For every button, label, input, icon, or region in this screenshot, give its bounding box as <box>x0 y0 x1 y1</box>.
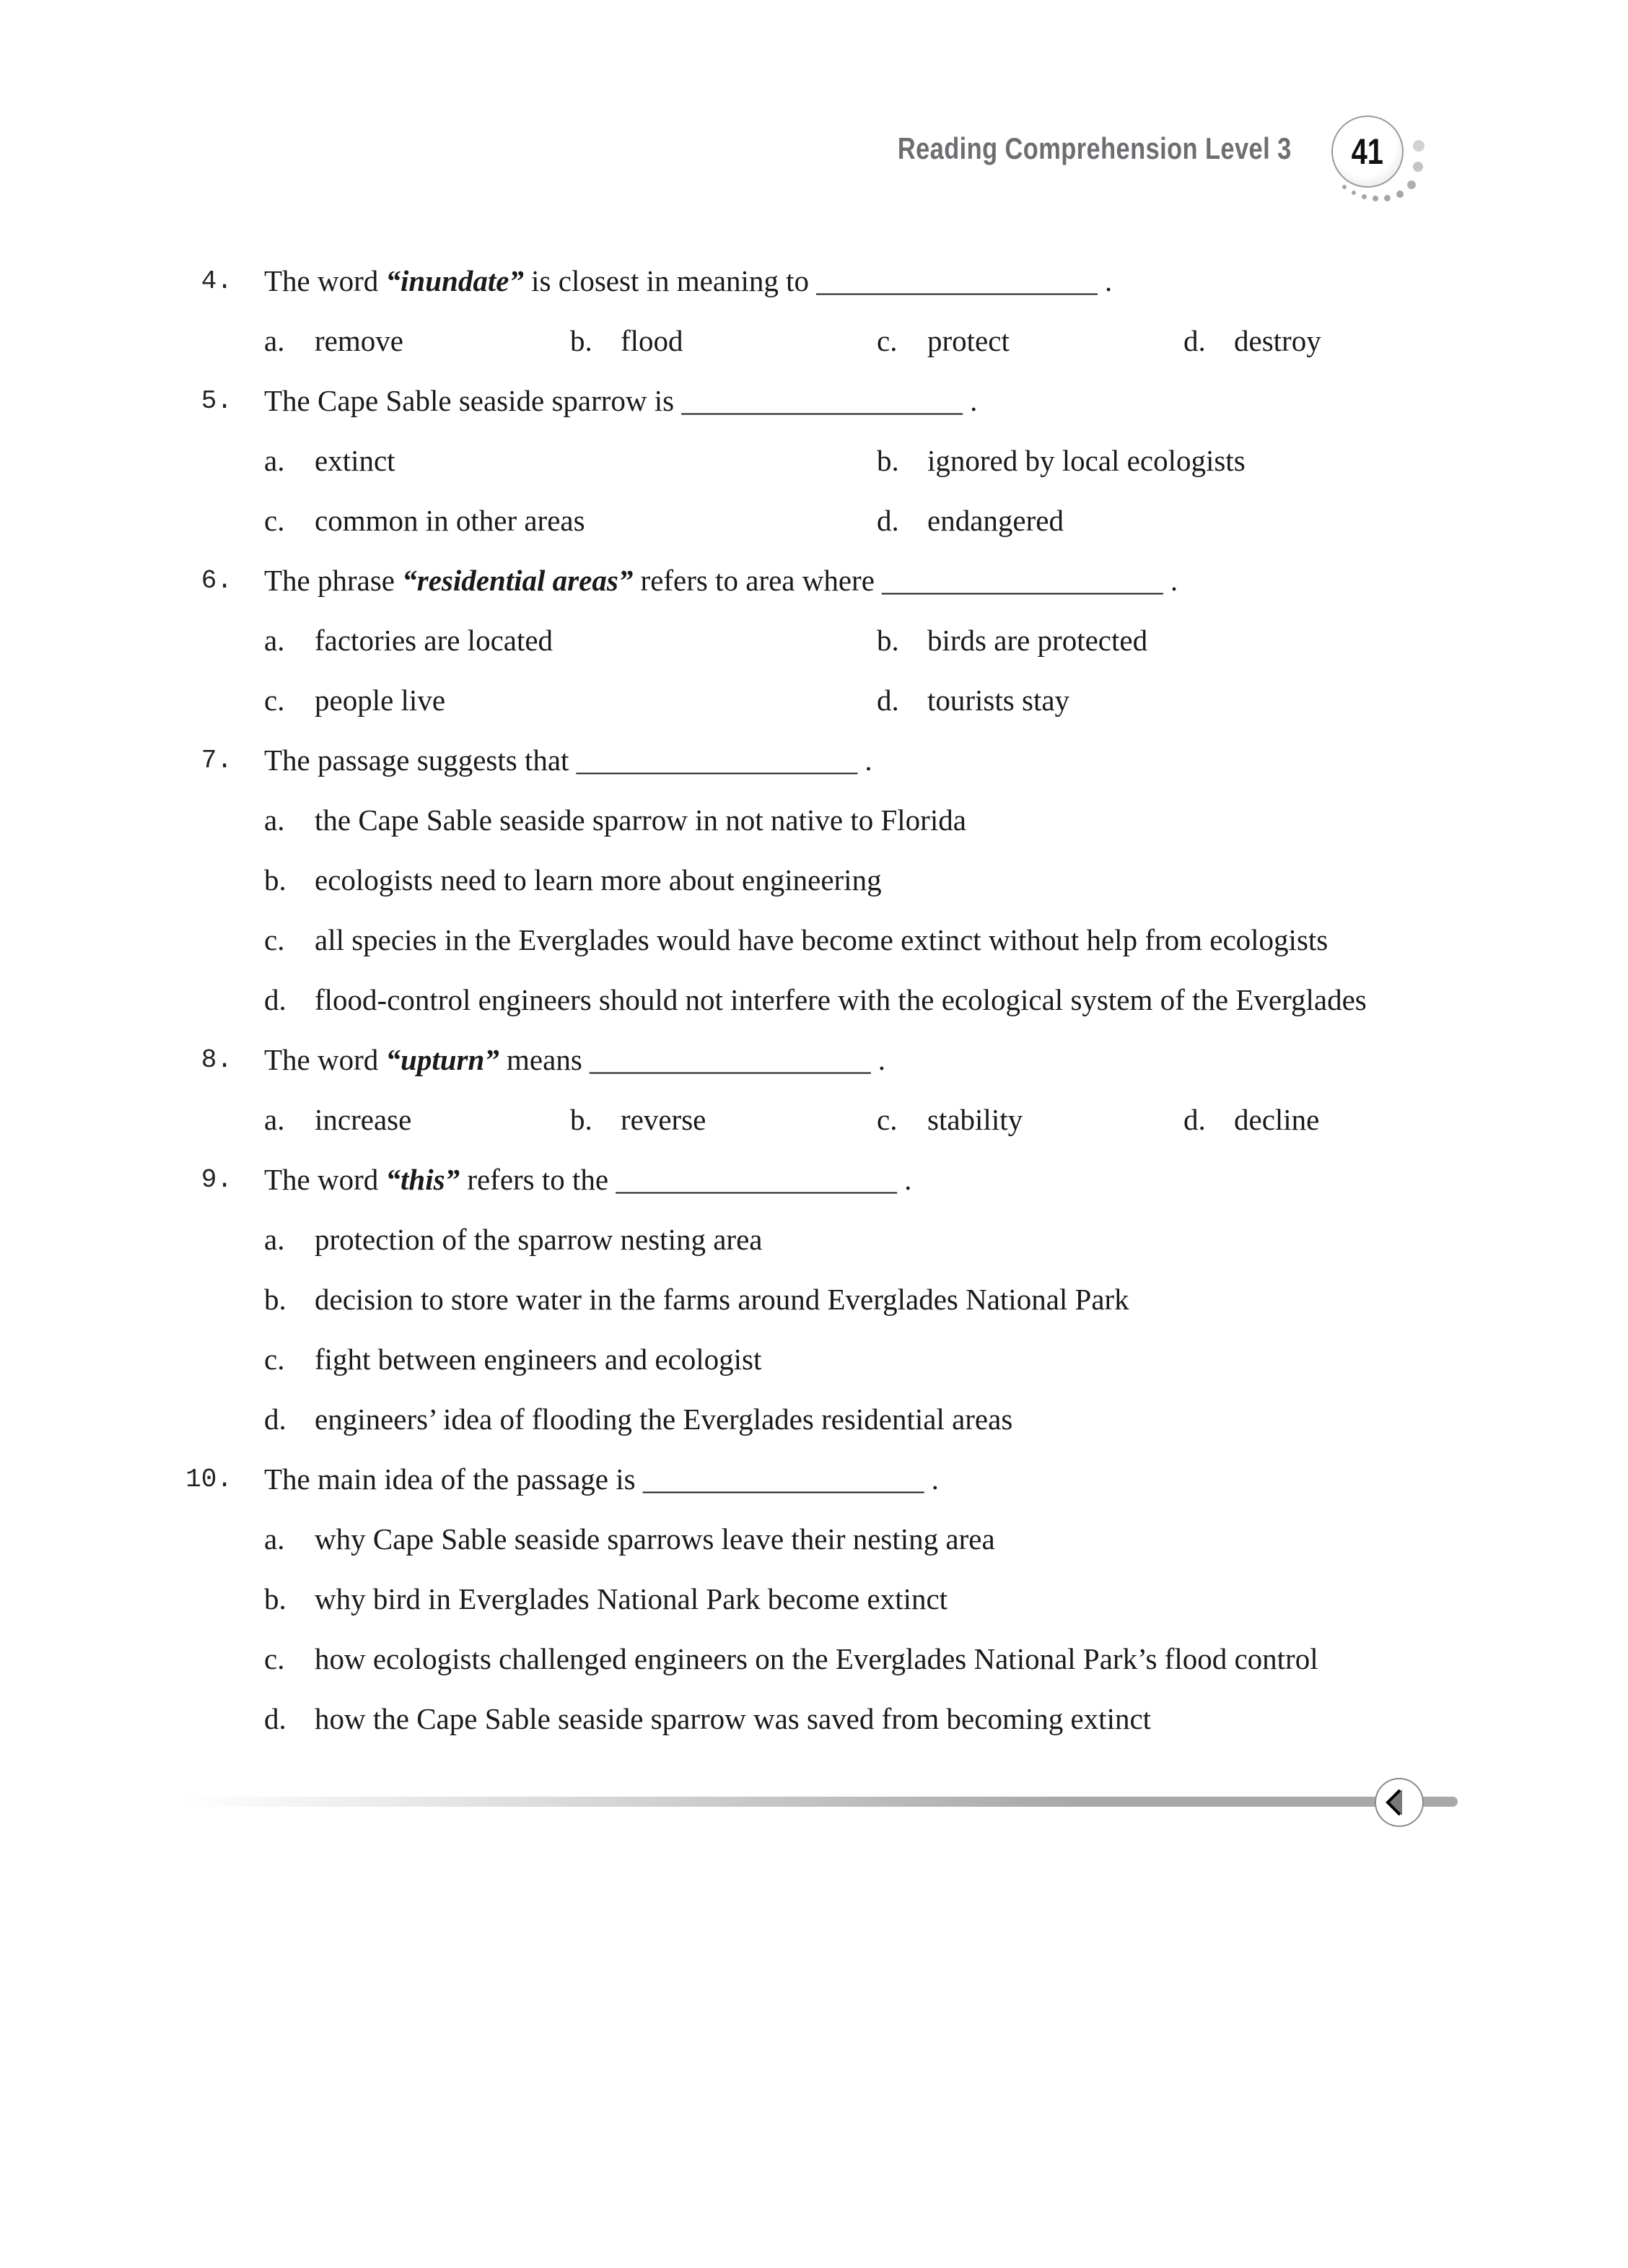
question-term: “inundate” <box>385 264 524 297</box>
option-letter: c. <box>264 684 285 717</box>
question-text-end: is closest in meaning to ___________________ . <box>523 264 1113 297</box>
options-row <box>180 1390 1472 1449</box>
page-number: 41 <box>1351 131 1384 172</box>
option-letter: d. <box>1183 324 1206 357</box>
question-text <box>264 730 872 790</box>
options-row <box>180 1210 1472 1270</box>
options-row <box>180 1629 1472 1689</box>
decorative-dot <box>1407 180 1416 189</box>
options-row <box>180 491 1472 551</box>
options-row <box>180 611 1472 671</box>
page-header <box>866 108 1487 202</box>
back-arrow-icon <box>1380 1784 1418 1821</box>
options-row <box>180 850 1472 910</box>
option-text: protect <box>927 324 1010 357</box>
option-letter: a. <box>264 1103 285 1136</box>
option-letter: d. <box>264 983 286 1016</box>
option-text: people live <box>315 684 446 717</box>
question <box>180 730 1472 790</box>
option-text: endangered <box>927 504 1064 537</box>
option-text: factories are located <box>315 624 553 657</box>
question-number: 10. <box>185 1465 232 1494</box>
options-row <box>180 970 1472 1030</box>
option-letter: b. <box>264 1582 286 1615</box>
question-term: “this” <box>385 1163 460 1196</box>
options-row <box>180 1509 1472 1569</box>
question-number: 4. <box>201 266 232 296</box>
option-text: why bird in Everglades National Park become extinct <box>315 1582 948 1615</box>
question-text <box>264 551 1178 611</box>
options-row <box>180 1330 1472 1390</box>
option-text: protection of the sparrow nesting area <box>315 1223 763 1256</box>
option-letter: b. <box>877 624 899 657</box>
question-number: 9. <box>201 1165 232 1195</box>
question <box>180 371 1472 431</box>
question <box>180 551 1472 611</box>
option-text: increase <box>315 1103 412 1136</box>
option-text: ignored by local ecologists <box>927 444 1246 477</box>
decorative-dot <box>1342 185 1347 189</box>
option-letter: d. <box>877 504 899 537</box>
option-text: how the Cape Sable seaside sparrow was saved from becoming extinct <box>315 1702 1152 1735</box>
question-number: 7. <box>201 746 232 775</box>
question-text <box>264 1449 939 1509</box>
option-letter: c. <box>264 504 285 537</box>
option-text: ecologists need to learn more about engineering <box>315 863 882 897</box>
question-text-end: refers to area where ___________________ . <box>633 564 1178 597</box>
back-button[interactable] <box>1375 1778 1424 1827</box>
option-text: reverse <box>621 1103 706 1136</box>
question-number: 8. <box>201 1045 232 1075</box>
option-text: stability <box>927 1103 1023 1136</box>
option-letter: c. <box>877 324 898 357</box>
decorative-dot <box>1362 194 1367 199</box>
option-letter: b. <box>264 1283 286 1316</box>
option-text: common in other areas <box>315 504 585 537</box>
option-letter: b. <box>570 324 592 357</box>
question-term: “upturn” <box>385 1043 499 1076</box>
option-text: flood <box>621 324 683 357</box>
option-text: why Cape Sable seaside sparrows leave their nesting area <box>315 1522 995 1556</box>
option-letter: c. <box>877 1103 898 1136</box>
option-letter: c. <box>264 923 285 956</box>
option-letter: a. <box>264 444 285 477</box>
question <box>180 1449 1472 1509</box>
option-letter: a. <box>264 1223 285 1256</box>
question-text-start: The Cape Sable seaside sparrow is ___________________ . <box>264 384 978 417</box>
option-letter: d. <box>1183 1103 1206 1136</box>
options-row <box>180 1090 1472 1150</box>
options-row <box>180 311 1472 371</box>
option-letter: a. <box>264 324 285 357</box>
option-text: decision to store water in the farms around Everglades National Park <box>315 1283 1129 1316</box>
options-row <box>180 431 1472 491</box>
option-letter: c. <box>264 1343 285 1376</box>
decorative-dot <box>1373 196 1378 201</box>
question-text-start: The word <box>264 264 386 297</box>
footer-divider <box>180 1797 1458 1807</box>
page-number-badge <box>1331 115 1404 188</box>
option-text: tourists stay <box>927 684 1070 717</box>
option-text: how ecologists challenged engineers on the Everglades National Park’s flood control <box>315 1642 1318 1675</box>
decorative-dot <box>1413 140 1424 152</box>
question-term: “residential areas” <box>402 564 634 597</box>
option-text: destroy <box>1234 324 1321 357</box>
question-text-end: refers to the ___________________ . <box>460 1163 912 1196</box>
options-row <box>180 1689 1472 1749</box>
question-list <box>180 251 1472 1749</box>
decorative-dot <box>1384 195 1391 201</box>
question-text-start: The passage suggests that ___________________ . <box>264 743 872 777</box>
option-letter: c. <box>264 1642 285 1675</box>
options-row <box>180 1569 1472 1629</box>
option-letter: d. <box>264 1702 286 1735</box>
question-text-start: The main idea of the passage is ___________________ . <box>264 1462 939 1496</box>
option-letter: a. <box>264 624 285 657</box>
options-row <box>180 910 1472 970</box>
decorative-dot <box>1352 191 1356 195</box>
question-text-start: The phrase <box>264 564 403 597</box>
question <box>180 1150 1472 1210</box>
option-text: flood-control engineers should not interfere with the ecological system of the Everglades <box>315 983 1367 1016</box>
question-number: 6. <box>201 566 232 596</box>
option-text: decline <box>1234 1103 1320 1136</box>
question-text <box>264 1030 885 1090</box>
question-text <box>264 251 1112 311</box>
question-text-start: The word <box>264 1163 386 1196</box>
option-text: birds are protected <box>927 624 1148 657</box>
option-text: extinct <box>315 444 395 477</box>
options-row <box>180 1270 1472 1330</box>
option-letter: a. <box>264 803 285 837</box>
decorative-dot <box>1413 162 1423 172</box>
decorative-dot <box>1396 191 1404 198</box>
option-text: the Cape Sable seaside sparrow in not native to Florida <box>315 803 966 837</box>
question-text-end: means ___________________ . <box>499 1043 886 1076</box>
question-number: 5. <box>201 386 232 416</box>
option-letter: d. <box>264 1403 286 1436</box>
option-text: remove <box>315 324 403 357</box>
option-letter: b. <box>570 1103 592 1136</box>
option-letter: b. <box>264 863 286 897</box>
question-text-start: The word <box>264 1043 386 1076</box>
option-text: engineers’ idea of flooding the Everglades residential areas <box>315 1403 1013 1436</box>
option-letter: a. <box>264 1522 285 1556</box>
question-text <box>264 371 977 431</box>
header-title: Reading Comprehension Level 3 <box>898 131 1292 165</box>
question <box>180 251 1472 311</box>
option-text: fight between engineers and ecologist <box>315 1343 762 1376</box>
question-text <box>264 1150 911 1210</box>
option-text: all species in the Everglades would have become extinct without help from ecologists <box>315 923 1329 956</box>
options-row <box>180 671 1472 730</box>
question <box>180 1030 1472 1090</box>
option-letter: d. <box>877 684 899 717</box>
option-letter: b. <box>877 444 899 477</box>
options-row <box>180 790 1472 850</box>
